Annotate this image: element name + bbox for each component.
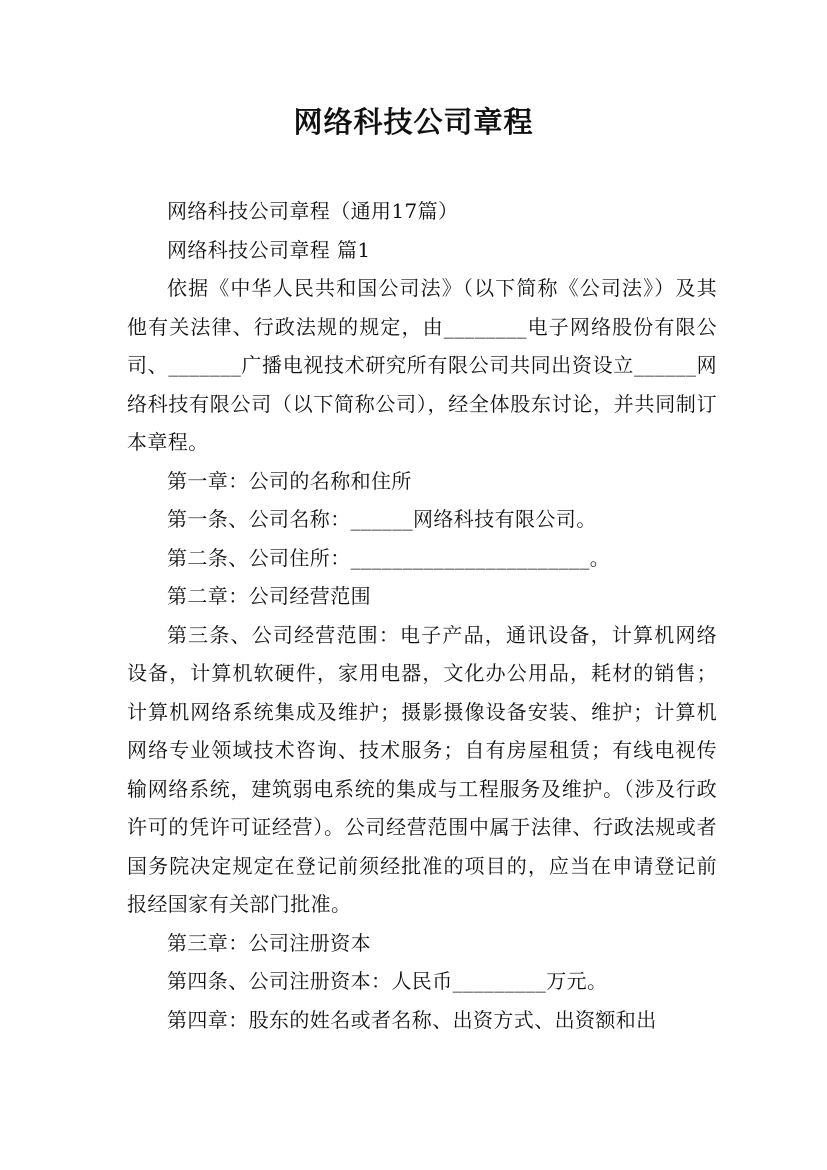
document-title: 网络科技公司章程: [293, 105, 534, 139]
article-1: 第一条、公司名称：______网络科技有限公司。: [167, 507, 597, 531]
article-2: 第二条、公司住所：_______________________。: [167, 545, 611, 570]
paragraph-section-heading: 网络科技公司章程 篇1: [167, 237, 371, 262]
chapter-heading-4: 第四章：股东的姓名或者名称、出资方式、出资额和出: [167, 1007, 657, 1032]
article-4: 第四条、公司注册资本：人民币_________万元。: [167, 969, 608, 993]
document-body: [127, 192, 717, 1039]
chapter-heading-2: 第二章：公司经营范围: [167, 584, 371, 608]
paragraph-subtitle: 网络科技公司章程（通用17篇）: [167, 199, 459, 223]
chapter-heading-1: 第一章：公司的名称和住所: [167, 468, 412, 493]
paragraph-preamble: 依据《中华人民共和国公司法》（以下简称《公司法》）及其他有关法律、行政法规的规定，由________电子网络股份有限公司、_______广播电视技术研究所有限公司共同出资设立______网络科技有限公司（以下简称公司），经全体股东讨论，并共同制订本章程。: [127, 276, 717, 454]
chapter-heading-3: 第三章：公司注册资本: [167, 930, 371, 955]
article-3: 第三条、公司经营范围：电子产品，通讯设备，计算机网络设备，计算机软硬件，家用电器，文化办公用品，耗材的销售；计算机网络系统集成及维护；摄影摄像设备安装、维护；计算机网络专业领域技术咨询、技术服务；自有房屋租赁；有线电视传输网络系统，建筑弱电系统的集成与工程服务及维护。（涉及行政许可的凭许可证经营）。公司经营范围中属于法律、行政法规或者国务院决定规定在登记前须经批准的项目的，应当在申请登记前报经国家有关部门批准。: [127, 622, 717, 916]
